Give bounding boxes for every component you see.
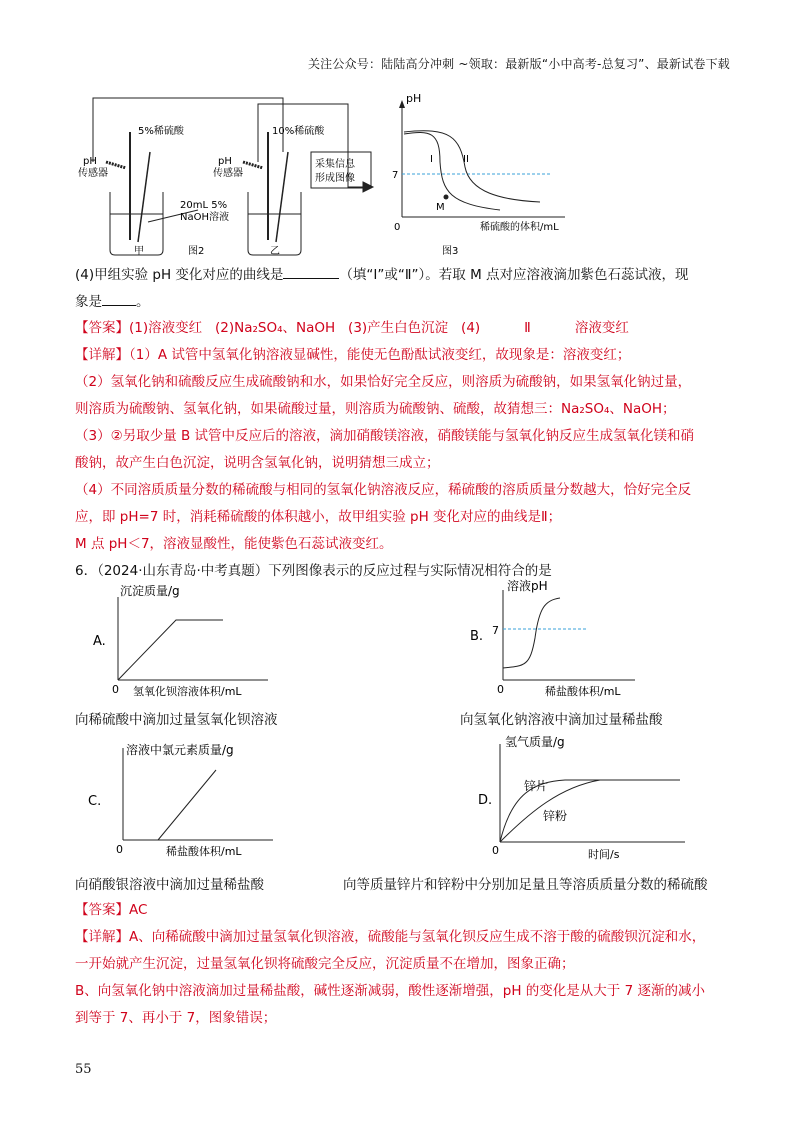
graph-d-zinc-powder: 锌粉: [543, 809, 568, 823]
q4-blank-2: [102, 291, 136, 306]
acid1-label: 5%稀硫酸: [138, 126, 184, 137]
fig3-curve1-label: I: [430, 154, 433, 165]
graph-b-y7: 7: [492, 624, 499, 637]
q4-part4: 。: [136, 294, 150, 310]
graph-b-caption: 向氢氧化钠溶液中滴加过量稀盐酸: [460, 712, 663, 728]
figure-3-caption: 图3: [442, 246, 459, 257]
answer-block: [75, 315, 775, 342]
ph-label-2: pH: [218, 156, 232, 167]
figure-2-apparatus: [78, 92, 378, 260]
graph-c-origin: 0: [116, 843, 123, 856]
q4-part1: (4)甲组实验 pH 变化对应的曲线是: [75, 267, 284, 283]
graph-c-caption: 向硝酸银溶液中滴加过量稀盐酸: [75, 877, 264, 893]
answer-6: [75, 897, 735, 924]
fig3-point-label: M: [436, 202, 445, 213]
graph-a-caption: 向稀硫酸中滴加过量氢氧化钡溶液: [75, 712, 278, 728]
graph-d-letter: D.: [478, 793, 493, 808]
graph-a-letter: A.: [93, 634, 106, 649]
graph-b-curve: [503, 598, 560, 668]
curve-II: [404, 131, 540, 202]
ph-label-1: pH: [83, 156, 97, 167]
sensor-label-2: 传感器: [213, 168, 243, 179]
page-number: 55: [75, 1062, 92, 1077]
graph-c-letter: C.: [88, 794, 102, 809]
fig3-y7: 7: [392, 170, 399, 181]
box-label-1: 采集信息: [315, 159, 355, 170]
question-6-stem: 6．（2024·山东青岛·中考真题）下列图像表示的反应过程与实际情况相符合的是: [75, 563, 552, 579]
answer-2: (2)Na₂SO₄、NaOH: [215, 320, 336, 336]
curve-I: [404, 132, 500, 210]
graph-b: [465, 578, 675, 703]
box-label-2: 形成图像: [315, 173, 355, 184]
figure-3-ph-chart: [390, 92, 590, 260]
sensor-label-1: 传感器: [78, 168, 108, 179]
detail6-line-1: A、向稀硫酸中滴加过量氢氧化钡溶液，硫酸能与氢氧化钡反应生成不溶于酸的硫酸钡沉淀和水，: [129, 929, 706, 945]
detail-line-8: M 点 pH＜7，溶液显酸性，能使紫色石蕊试液变红。: [75, 536, 393, 552]
question-4: [75, 262, 735, 316]
graph-d-origin: 0: [492, 844, 499, 857]
answer-4-value: Ⅱ: [524, 320, 531, 336]
figure-2-caption: 图2: [188, 246, 205, 257]
naoh-label-1: 20mL 5%: [180, 200, 228, 211]
fig3-origin: 0: [394, 222, 401, 233]
fig3-curve2-label: II: [463, 154, 469, 165]
answer-3: (3)产生白色沉淀: [348, 320, 449, 336]
graph-d: [470, 732, 700, 862]
graph-c-ylabel: 溶液中氯元素质量/g: [126, 743, 234, 757]
graph-a: [88, 585, 308, 705]
fig3-ylabel: pH: [406, 92, 422, 105]
beaker-jia-label: 甲: [134, 246, 144, 257]
beaker-yi-label: 乙: [270, 246, 280, 257]
answer-4: (4): [461, 320, 481, 336]
q4-part3: 象是: [75, 294, 102, 310]
answer-4b: 溶液变红: [574, 320, 629, 336]
answer-tag: 【答案】: [75, 320, 129, 336]
answer6-value: AC: [129, 902, 148, 918]
graph-d-caption: 向等质量锌片和锌粉中分别加足量且等溶质质量分数的稀硫酸: [343, 877, 708, 893]
detail6-tag: 【详解】: [75, 929, 129, 945]
page-header: 关注公众号：陆陆高分冲刺 ~领取：最新版“小中高考-总复习”、最新试卷下载: [307, 57, 730, 71]
answer-1: (1)溶液变红: [129, 320, 203, 336]
detail-line-6: （4）不同溶质质量分数的稀硫酸与相同的氢氧化钠溶液反应，稀硫酸的溶质质量分数越大，恰好完全反: [75, 482, 692, 498]
detail6-line-2: 一开始就产生沉淀，过量氢氧化钡将硫酸完全反应，沉淀质量不在增加，图象正确；: [75, 956, 575, 972]
graph-a-line: [118, 620, 223, 680]
graph-d-zinc-sheet: 锌片: [524, 779, 549, 793]
detail6-line-3: B、向氢氧化钠中溶液滴加过量稀盐酸，碱性逐渐减弱，酸性逐渐增强，pH 的变化是从大于 7 逐渐的减小: [75, 983, 705, 999]
answer6-tag: 【答案】: [75, 902, 129, 918]
graph-b-ylabel: 溶液pH: [507, 579, 548, 593]
wire-left: [93, 98, 283, 162]
detail6-line-4: 到等于 7、再小于 7，图象错误；: [75, 1010, 277, 1026]
graph-c-xlabel: 稀盐酸体积/mL: [166, 845, 242, 858]
detail-line-4: （3）②另取少量 B 试管中反应后的溶液，滴加硝酸镁溶液，硝酸镁能与氢氧化钠反应生成氢氧化镁和硝: [75, 428, 695, 444]
graph-b-origin: 0: [497, 683, 504, 696]
graph-a-xlabel: 氢氧化钡溶液体积/mL: [133, 685, 242, 698]
graph-b-letter: B.: [470, 629, 484, 644]
graph-d-ylabel: 氢气质量/g: [505, 735, 565, 749]
detail-line-7: 应，即 pH=7 时，消耗稀硫酸的体积越小，故甲组实验 pH 变化对应的曲线是Ⅱ；: [75, 509, 562, 525]
detail-6: [75, 924, 745, 1032]
detail-line-5: 酸钠，故产生白色沉淀，说明含氢氧化钠，说明猜想三成立；: [75, 455, 440, 471]
detail-line-2: （2）氢氧化钠和硫酸反应生成硫酸钠和水，如果恰好完全反应，则溶质为硫酸钠，如果氢氧化钠过量，: [75, 374, 692, 390]
graph-a-ylabel: 沉淀质量/g: [120, 585, 180, 598]
point-M: [444, 195, 449, 200]
graph-a-origin: 0: [112, 683, 119, 696]
graph-d-xlabel: 时间/s: [588, 848, 620, 861]
fig3-xlabel: 稀硫酸的体积/mL: [480, 222, 559, 233]
graph-c-line: [158, 770, 216, 840]
detail-block: [75, 342, 745, 558]
detail-tag: 【详解】: [75, 347, 129, 363]
q4-part2: （填“I”或“Ⅱ”）。若取 M 点对应溶液滴加紫色石蕊试液，现: [339, 267, 689, 283]
detail-line-3: 则溶质为硫酸钠、氢氧化钠，如果硫酸过量，则溶质为硫酸钠、硫酸，故猜想三：Na₂SO₄、NaOH；: [75, 401, 676, 417]
graph-b-xlabel: 稀盐酸体积/mL: [545, 685, 621, 698]
q4-blank-1: [283, 264, 339, 279]
acid2-label: 10%稀硫酸: [272, 126, 325, 137]
naoh-label-2: NaOH溶液: [180, 212, 229, 223]
graph-c: [88, 740, 308, 865]
detail-line-1: （1）A 试管中氢氧化钠溶液显碱性，能使无色酚酞试液变红，故现象是：溶液变红；: [129, 347, 631, 363]
